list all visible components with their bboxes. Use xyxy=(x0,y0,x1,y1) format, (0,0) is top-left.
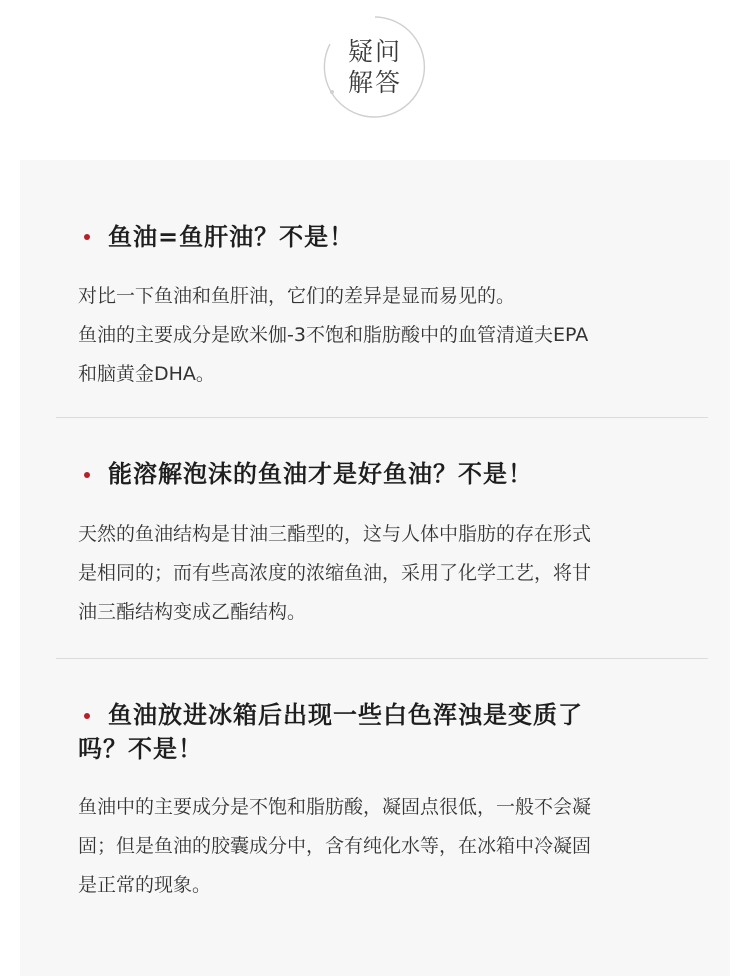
answer-line: 是正常的现象。 xyxy=(78,874,212,896)
badge-line2: 解答 xyxy=(347,68,402,97)
answer-line: 是相同的；而有些高浓度的浓缩鱼油，采用了化学工艺，将甘 xyxy=(78,562,592,584)
bullet-dot-icon xyxy=(84,713,90,719)
badge-line1: 疑问 xyxy=(347,37,402,66)
question-title-3 xyxy=(108,697,708,733)
faq-panel xyxy=(20,160,730,976)
answer-text-3 xyxy=(78,788,698,905)
divider xyxy=(56,417,708,418)
question-title-2: 能溶解泡沫的鱼油才是好鱼油？不是！ xyxy=(108,460,533,488)
section-badge xyxy=(322,14,428,120)
answer-line: 天然的鱼油结构是甘油三酯型的，这与人体中脂肪的存在形式 xyxy=(78,523,592,545)
answer-line: 固；但是鱼油的胶囊成分中，含有纯化水等，在冰箱中冷凝固 xyxy=(78,835,592,857)
answer-line: 和脑黄金DHA。 xyxy=(78,363,215,385)
question-title-3-line1: 鱼油放进冰箱后出现一些白色浑浊是变质了 xyxy=(108,701,583,729)
answer-line: 对比一下鱼油和鱼肝油，它们的差异是显而易见的。 xyxy=(78,285,516,307)
divider xyxy=(56,658,708,659)
badge-text xyxy=(322,36,428,98)
answer-text-2 xyxy=(78,515,698,632)
bullet-dot-icon xyxy=(84,472,90,478)
answer-line: 鱼油中的主要成分是不饱和脂肪酸，凝固点很低，一般不会凝 xyxy=(78,796,592,818)
question-title-3-cont xyxy=(78,731,678,767)
question-title-1: 鱼油=鱼肝油？不是！ xyxy=(108,223,355,251)
answer-text-1 xyxy=(78,277,698,394)
bullet-dot-icon xyxy=(84,234,90,240)
answer-line: 油三酯结构变成乙酯结构。 xyxy=(78,601,307,623)
question-title-3-line2: 吗？不是！ xyxy=(78,735,203,763)
answer-line: 鱼油的主要成分是欧米伽-3不饱和脂肪酸中的血管清道夫EPA xyxy=(78,324,589,346)
